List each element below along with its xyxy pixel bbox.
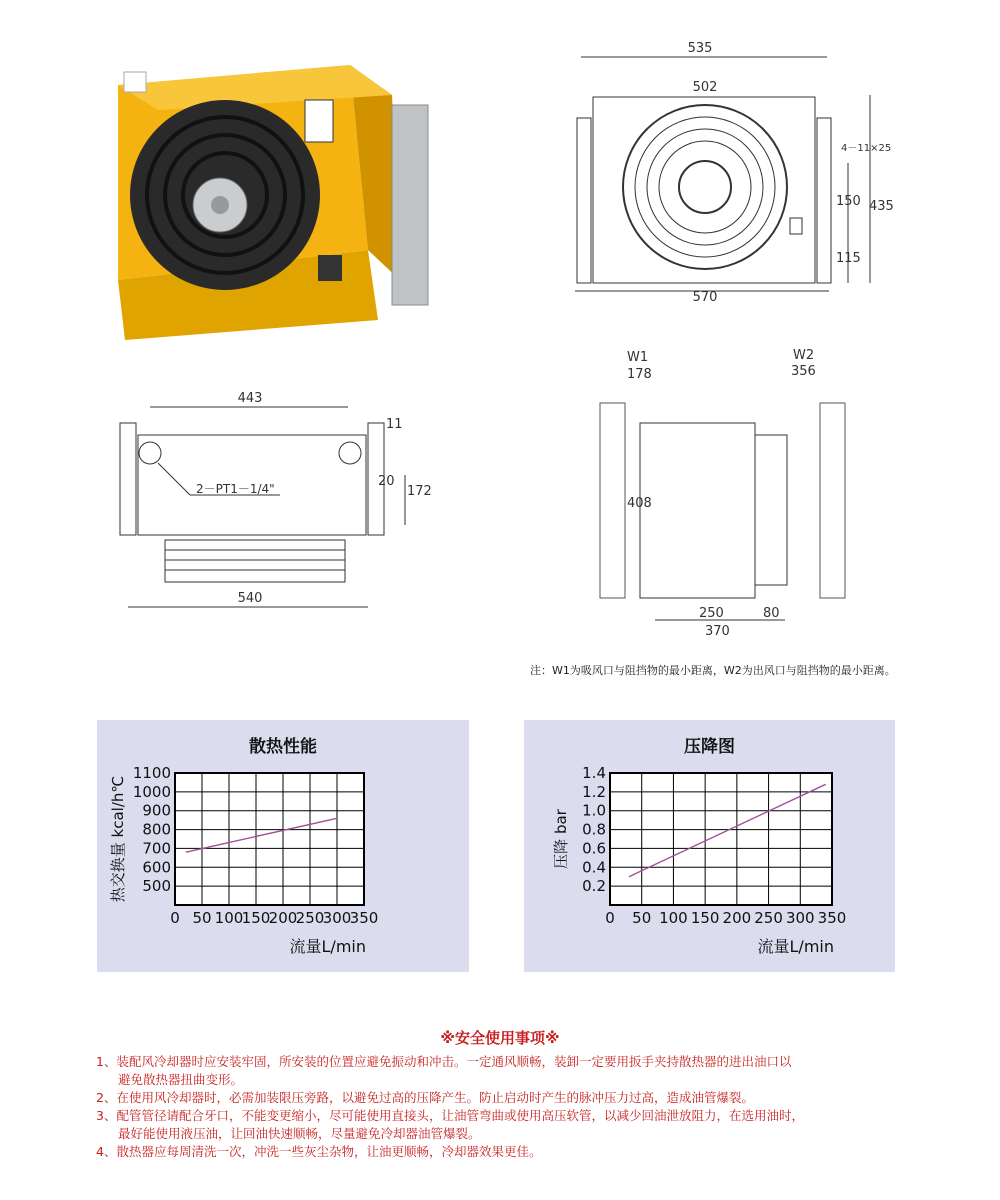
dim-115: 115 bbox=[836, 251, 861, 266]
y-axis-label: 压降 bar bbox=[552, 809, 570, 869]
x-tick-label: 200 bbox=[722, 909, 752, 927]
x-tick-label: 100 bbox=[214, 909, 244, 927]
safety-item-4: 4、散热器应每周清洗一次，冲洗一些灰尘杂物，让油更顺畅，冷却器效果更佳。 bbox=[96, 1144, 542, 1159]
junction-box bbox=[318, 255, 342, 281]
holes-spec: 4－11×25 bbox=[841, 143, 892, 154]
y-tick-label: 800 bbox=[142, 820, 171, 839]
front-view-drawing bbox=[565, 35, 905, 310]
safety-item-3: 3、配管管径请配合牙口，不能变更缩小，尽可能使用直接头，让油管弯曲或使用高压软管，以减少回油泄放阻力，在选用油时， bbox=[96, 1108, 804, 1123]
y-tick-label: 1.0 bbox=[582, 801, 606, 820]
wall-left bbox=[600, 403, 625, 598]
x-axis-label: 流量L/min bbox=[757, 937, 834, 956]
note-text: 注：W1为吸风口与阻挡物的最小距离，W2为出风口与阻挡物的最小距离。 bbox=[530, 664, 896, 677]
product-photo bbox=[100, 50, 450, 340]
y-tick-label: 0.8 bbox=[582, 820, 606, 839]
safety-item-1-cont: 避免散热器扭曲变形。 bbox=[118, 1072, 244, 1087]
x-tick-label: 50 bbox=[192, 909, 212, 927]
plot-area bbox=[610, 773, 832, 905]
dim-11: 11 bbox=[386, 417, 403, 432]
w2-label: W2 bbox=[793, 348, 815, 363]
side-view-drawing bbox=[595, 345, 855, 645]
port-gauge-right bbox=[339, 442, 361, 464]
w1-label: W1 bbox=[627, 350, 649, 365]
mounting-bracket bbox=[392, 105, 428, 305]
logo-label bbox=[124, 72, 146, 92]
plot-area bbox=[175, 773, 364, 905]
warning-label bbox=[305, 100, 333, 142]
heat-performance-chart bbox=[97, 720, 469, 972]
y-tick-label: 0.2 bbox=[582, 877, 606, 896]
pressure-drop-panel bbox=[524, 720, 895, 972]
x-tick-label: 200 bbox=[268, 909, 298, 927]
x-tick-label: 250 bbox=[295, 909, 325, 927]
x-tick-label: 250 bbox=[754, 909, 783, 927]
fan-outline bbox=[623, 105, 787, 269]
pressure-drop-chart bbox=[524, 720, 895, 972]
dim-502: 502 bbox=[692, 80, 718, 95]
x-tick-label: 300 bbox=[785, 909, 815, 927]
x-tick-label: 350 bbox=[817, 909, 847, 927]
safety-item-3-cont: 最好能使用液压油，让回油快速顺畅，尽量避免冷却器油管爆裂。 bbox=[118, 1126, 481, 1141]
chart-title: 压降图 bbox=[684, 737, 735, 757]
dim-443: 443 bbox=[237, 391, 263, 406]
dim-172: 172 bbox=[407, 484, 432, 499]
y-tick-label: 1.4 bbox=[582, 764, 606, 782]
x-tick-label: 0 bbox=[605, 909, 615, 927]
x-tick-label: 150 bbox=[241, 909, 271, 927]
x-tick-label: 100 bbox=[659, 909, 688, 927]
y-tick-label: 500 bbox=[142, 877, 171, 896]
x-axis-label: 流量L/min bbox=[289, 937, 366, 956]
chart-title: 散热性能 bbox=[249, 737, 317, 757]
top-view-drawing bbox=[110, 385, 450, 620]
safety-item-2: 2、在使用风冷却器时，必需加装限压旁路，以避免过高的压降产生。防止启动时产生的脉冲压力过高，造成油管爆裂。 bbox=[96, 1090, 754, 1105]
dim-20: 20 bbox=[378, 474, 395, 489]
dim-150: 150 bbox=[836, 194, 861, 209]
dim-80: 80 bbox=[763, 606, 780, 621]
y-tick-label: 900 bbox=[142, 801, 171, 820]
w2-value: 356 bbox=[791, 364, 816, 379]
heat-performance-panel bbox=[97, 720, 469, 972]
dim-435: 435 bbox=[869, 199, 894, 214]
y-tick-label: 1000 bbox=[132, 782, 171, 801]
x-tick-label: 50 bbox=[632, 909, 652, 927]
y-tick-label: 0.4 bbox=[582, 858, 606, 877]
dim-540: 540 bbox=[237, 591, 263, 606]
dim-408: 408 bbox=[627, 496, 652, 511]
y-tick-label: 600 bbox=[142, 858, 171, 877]
x-tick-label: 150 bbox=[690, 909, 720, 927]
y-axis-label: 热交换量 kcal/h℃ bbox=[109, 775, 127, 903]
safety-list bbox=[96, 1053, 916, 1161]
y-tick-label: 1.2 bbox=[582, 782, 606, 801]
dim-535: 535 bbox=[687, 41, 713, 56]
x-tick-label: 0 bbox=[170, 909, 180, 927]
x-tick-label: 300 bbox=[322, 909, 352, 927]
dim-370: 370 bbox=[705, 624, 730, 639]
safety-title: ※安全使用事项※ bbox=[440, 1029, 560, 1047]
safety-item-1: 1、装配风冷却器时应安装牢固，所安装的位置应避免振动和冲击。一定通风顺畅，装卸一定要用扳手夹持散热器的进出油口以 bbox=[96, 1054, 792, 1069]
w1-value: 178 bbox=[627, 367, 652, 382]
wall-right bbox=[820, 403, 845, 598]
x-tick-label: 350 bbox=[349, 909, 379, 927]
y-tick-label: 700 bbox=[142, 839, 171, 858]
port-label: 2－PT1－1/4" bbox=[196, 482, 275, 496]
dim-570: 570 bbox=[692, 290, 718, 305]
port-gauge-left bbox=[139, 442, 161, 464]
y-tick-label: 1100 bbox=[132, 764, 171, 782]
y-tick-label: 0.6 bbox=[582, 839, 606, 858]
dim-250: 250 bbox=[699, 606, 724, 621]
